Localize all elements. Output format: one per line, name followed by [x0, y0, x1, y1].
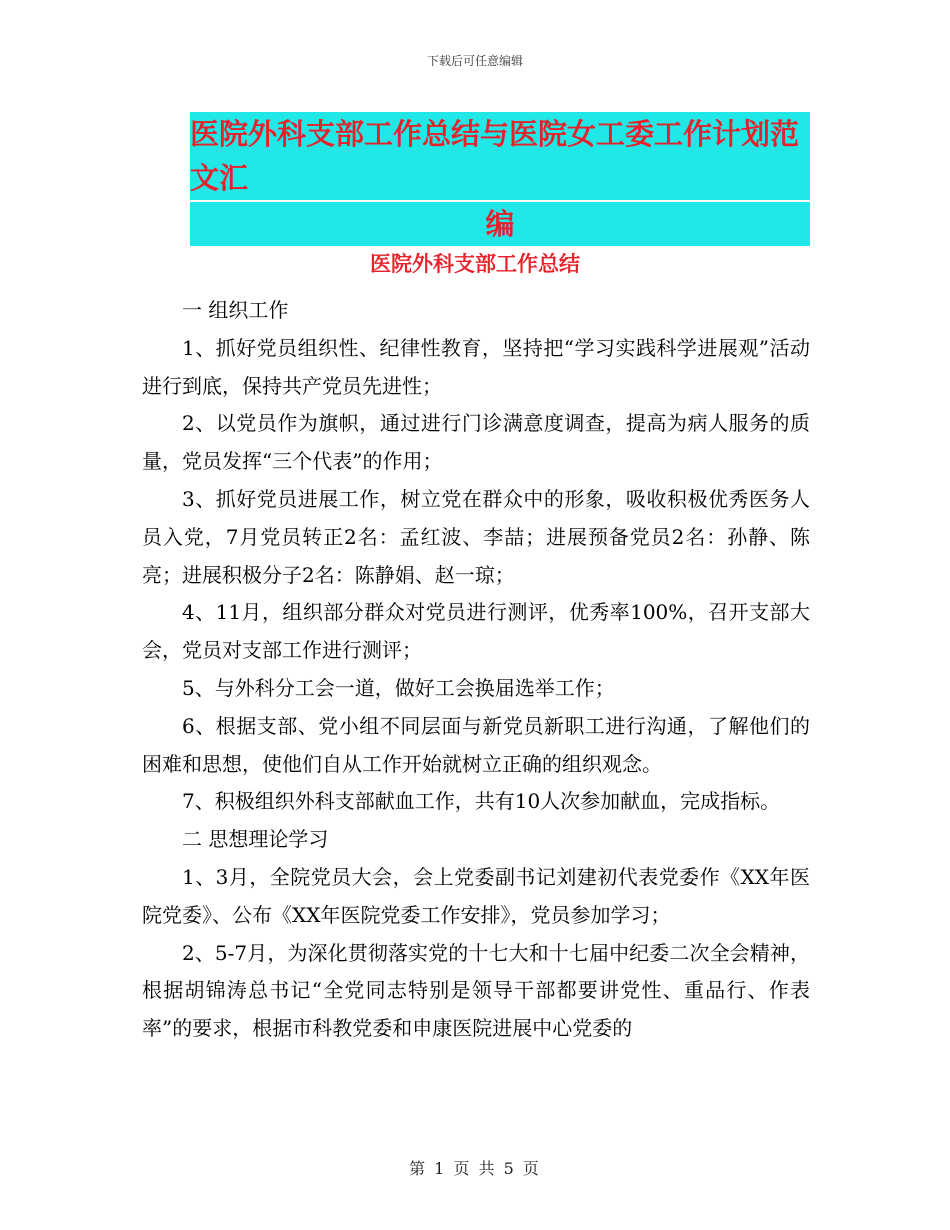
- paragraph: 5、与外科分工会一道，做好工会换届选举工作；: [182, 675, 615, 700]
- document-title-line2: 编: [485, 207, 515, 241]
- paragraph: 4、11月，组织部分群众对党员进行测评，优秀率100%，召开支部大会，党员对支部工作进行测评；: [142, 600, 810, 663]
- paragraph: 7、积极组织外科支部献血工作，共有10人次参加献血，完成指标。: [182, 789, 781, 814]
- heading-organization-work: 一 组织工作: [182, 298, 289, 322]
- paragraph: 1、3月，全院党员大会，会上党委副书记刘建初代表党委作《XX年医院党委》、公布《XX年医院党委工作安排》，党员参加学习；: [142, 864, 810, 927]
- paragraph: 6、根据支部、党小组不同层面与新党员新职工进行沟通，了解他们的困难和思想，使他们自从工作开始就树立正确的组织观念。: [142, 713, 810, 776]
- document-title: [190, 112, 810, 246]
- page-number: 第 1 页 共 5 页: [409, 1159, 541, 1178]
- section-title: 医院外科支部工作总结: [370, 252, 580, 276]
- document-body: [142, 292, 810, 1048]
- paragraph: 3、抓好党员进展工作，树立党在群众中的形象，吸收积极优秀医务人员入党，7月党员转正2名：孟红波、李喆；进展预备党员2名：孙静、陈亮；进展积极分子2名：陈静娟、赵一琼；: [142, 486, 810, 587]
- paragraph: 1、抓好党员组织性、纪律性教育，坚持把“学习实践科学进展观”活动进行到底，保持共产党员先进性；: [142, 335, 810, 398]
- paragraph: 2、5-7月，为深化贯彻落实党的十七大和十七届中纪委二次全会精神，根据胡锦涛总书记“全党同志特别是领导干部都要讲党性、重品行、作表率”的要求，根据市科教党委和申康医院进展中心党委的: [142, 940, 810, 1041]
- heading-theory-study: 二 思想理论学习: [182, 827, 329, 852]
- document-title-line1: 医院外科支部工作总结与医院女工委工作计划范文汇: [190, 117, 800, 195]
- paragraph: 2、以党员作为旗帜，通过进行门诊满意度调查，提高为病人服务的质量，党员发挥“三个代表”的作用；: [142, 411, 810, 474]
- header-note: 下载后可任意编辑: [426, 54, 523, 68]
